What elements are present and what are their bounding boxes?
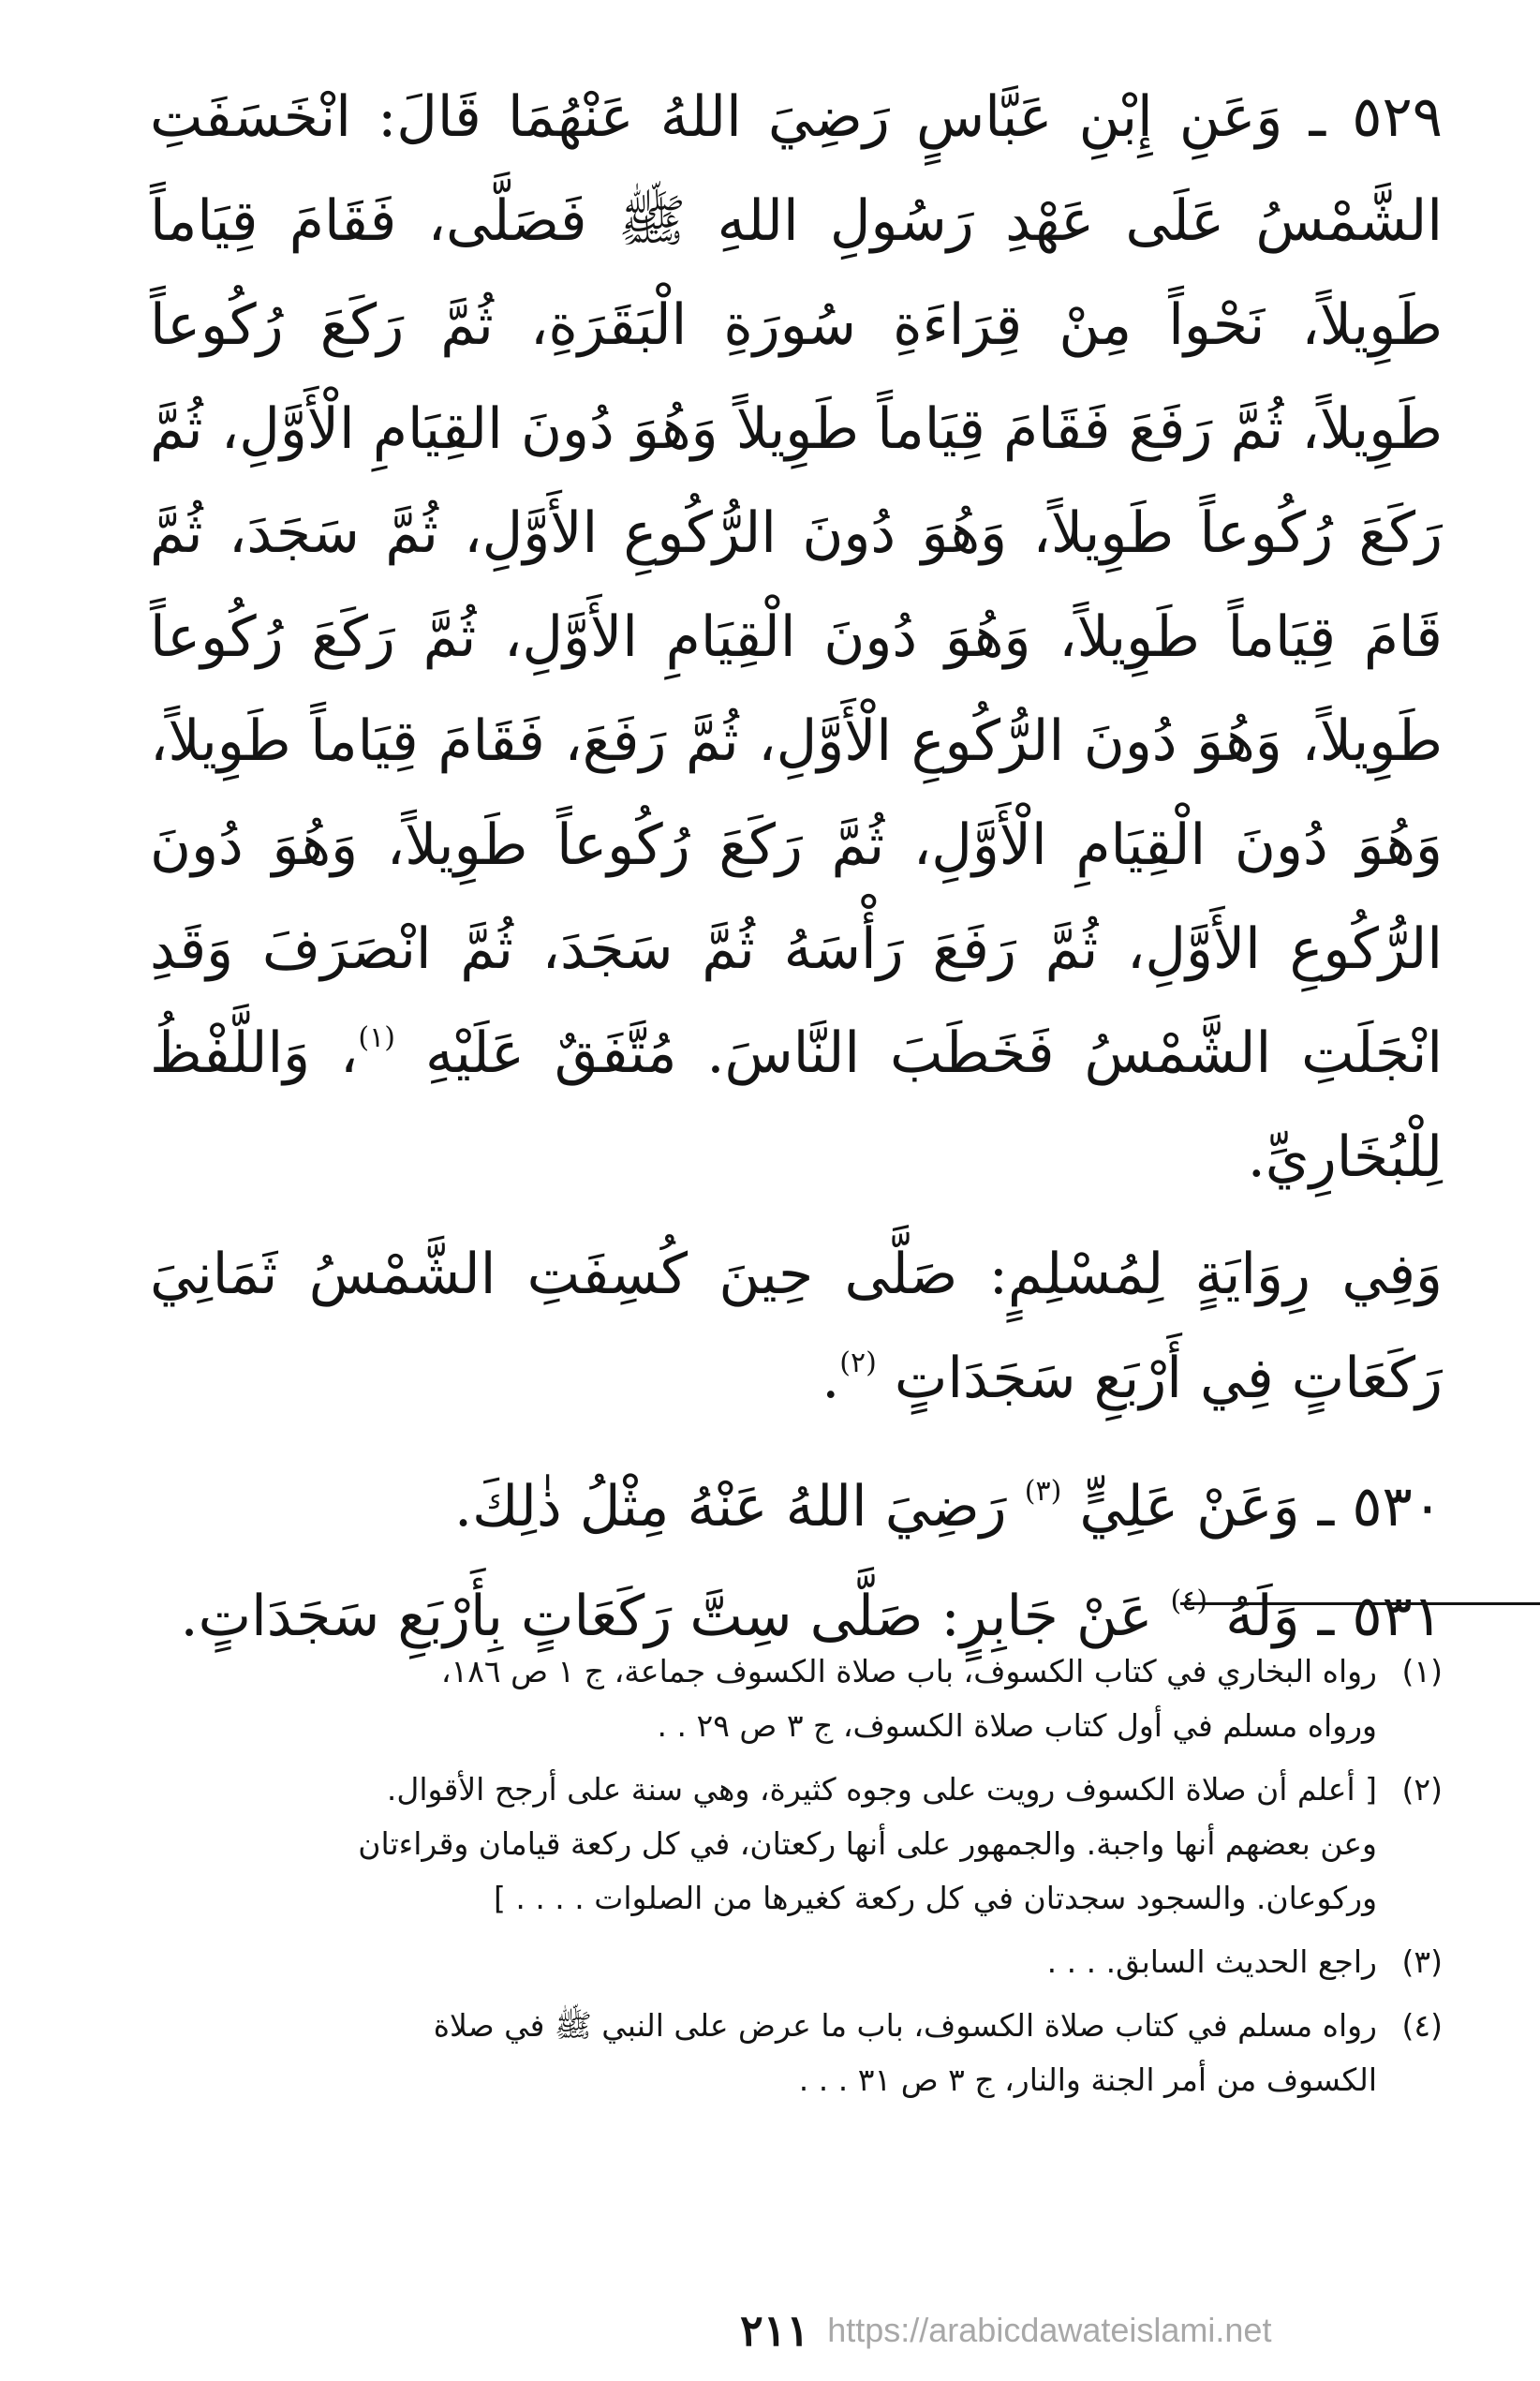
footnote-ref: (٣) <box>1024 1475 1062 1508</box>
footnote-body <box>150 1999 1377 2107</box>
book-page <box>150 66 1443 2352</box>
footnote-number: (١) <box>1401 1653 1443 1689</box>
footnote-2 <box>150 1763 1443 1926</box>
footnote-line: وركوعان. والسجود سجدتان في كل ركعة كغيرها من الصلوات . . . . ] <box>493 1880 1377 1916</box>
hadith-text-end: ، وَاللَّفْظُ لِلْبُخَارِيِّ. <box>150 1020 1443 1190</box>
muslim-narration <box>150 1223 1443 1431</box>
footnote-number: (٤) <box>1401 2007 1443 2044</box>
hadith-number: ٥٣٠ <box>1352 1474 1443 1540</box>
footnote-4 <box>150 1999 1443 2107</box>
hadith-530 <box>150 1455 1443 1559</box>
hadith-text: وَعَنْ عَلِيٍّ <box>1079 1474 1300 1540</box>
footnote-line: رواه مسلم في كتاب صلاة الكسوف، باب ما عرض على النبي ﷺ في صلاة <box>433 2007 1377 2044</box>
hadith-dash: ـ <box>1282 84 1326 150</box>
footnote-1 <box>150 1644 1443 1753</box>
footnote-ref: (١) <box>358 1021 395 1054</box>
page-number: ٢١١ <box>740 2305 810 2356</box>
footnote-line: ورواه مسلم في أول كتاب صلاة الكسوف، ج ٣ ص ٢٩ . . <box>657 1707 1377 1744</box>
footnote-body <box>150 1763 1377 1926</box>
footnote-3 <box>150 1935 1443 1989</box>
footnote-ref: (٢) <box>839 1347 877 1379</box>
hadith-text: وَعَنِ إِبْنِ عَبَّاسٍ رَضِيَ اللهُ عَنْهُمَا قَالَ: انْخَسَفَتِ الشَّمْسُ عَلَى عَهْدِ رَسُولِ اللهِ ﷺ فَصَلَّى، فَقَامَ قِيَاماً طَوِيلاً، نَحْواً مِنْ قِرَاءَةِ سُورَةِ الْبَقَرَةِ، ثُمَّ رَكَعَ رُكُوعاً طَوِيلاً، ثُمَّ رَفَعَ فَقَامَ قِيَاماً طَوِيلاً وَهُوَ دُونَ القِيَامِ الْأَوَّلِ، ثُمَّ رَكَعَ رُكُوعاً طَوِيلاً، وَهُوَ دُونَ الرُّكُوعِ الأَوَّلِ، ثُمَّ سَجَدَ، ثُمَّ قَامَ قِيَاماً طَوِيلاً، وَهُوَ دُونَ الْقِيَامِ الأَوَّلِ، ثُمَّ رَكَعَ رُكُوعاً طَوِيلاً، وَهُوَ دُونَ الرُّكُوعِ الْأَوَّلِ، ثُمَّ رَفَعَ، فَقَامَ قِيَاماً طَوِيلاً، وَهُوَ دُونَ الْقِيَامِ الْأَوَّلِ، ثُمَّ رَكَعَ رُكُوعاً طَوِيلاً، وَهُوَ دُونَ الرُّكُوعِ الأَوَّلِ، ثُمَّ رَفَعَ رَأْسَهُ ثُمَّ سَجَدَ، ثُمَّ انْصَرَفَ وَقَدِ انْجَلَتِ الشَّمْسُ فَخَطَبَ النَّاسَ. مُتَّفَقٌ عَلَيْهِ <box>150 84 1444 1086</box>
footnote-line: رواه البخاري في كتاب الكسوف، باب صلاة الكسوف جماعة، ج ١ ص ١٨٦، <box>440 1653 1377 1689</box>
footnote-line: [ أعلم أن صلاة الكسوف رويت على وجوه كثيرة، وهي سنة على أرجح الأقوال. <box>386 1771 1377 1808</box>
footnotes <box>150 1644 1443 2117</box>
hadith-number: ٥٣١ <box>1352 1584 1443 1649</box>
footnote-number: (٢) <box>1401 1771 1443 1808</box>
footnote-line: الكسوف من أمر الجنة والنار، ج ٣ ص ٣١ . . . <box>798 2061 1377 2098</box>
hadith-dash: ـ <box>1299 1584 1335 1649</box>
hadith-text-end: رَضِيَ اللهُ عَنْهُ مِثْلُ ذٰلِكَ. <box>454 1474 1007 1540</box>
hadith-number: ٥٢٩ <box>1352 84 1443 150</box>
footnote-ref: (٤) <box>1170 1585 1208 1617</box>
footnote-line: وعن بعضهم أنها واجبة. والجمهور على أنها ركعتان، في كل ركعة قيامان وقراءتان <box>358 1825 1377 1862</box>
footnote-number: (٣) <box>1401 1943 1443 1980</box>
footnote-line: راجع الحديث السابق. . . . <box>1046 1943 1377 1980</box>
footnote-body <box>150 1935 1377 1989</box>
hadith-text-end: عَنْ جَابِرٍ: صَلَّى سِتَّ رَكَعَاتٍ بِأَرْبَعِ سَجَدَاتٍ. <box>180 1584 1153 1649</box>
footnote-separator <box>1180 1602 1540 1605</box>
hadith-529 <box>150 66 1443 1210</box>
watermark-url: https://arabicdawateislami.net <box>827 2311 1272 2349</box>
footnote-body <box>150 1644 1377 1753</box>
main-text <box>150 66 1443 1669</box>
narration-end: . <box>822 1346 840 1411</box>
narration-text: وَفِي رِوَايَةٍ لِمُسْلِمٍ: صَلَّى حِينَ كُسِفَتِ الشَّمْسُ ثَمَانِيَ رَكَعَاتٍ فِي أَرْبَعِ سَجَدَاتٍ <box>150 1242 1443 1411</box>
hadith-text: وَلَهُ <box>1225 1584 1300 1649</box>
page-footer <box>740 2305 1271 2361</box>
hadith-dash: ـ <box>1299 1474 1335 1540</box>
